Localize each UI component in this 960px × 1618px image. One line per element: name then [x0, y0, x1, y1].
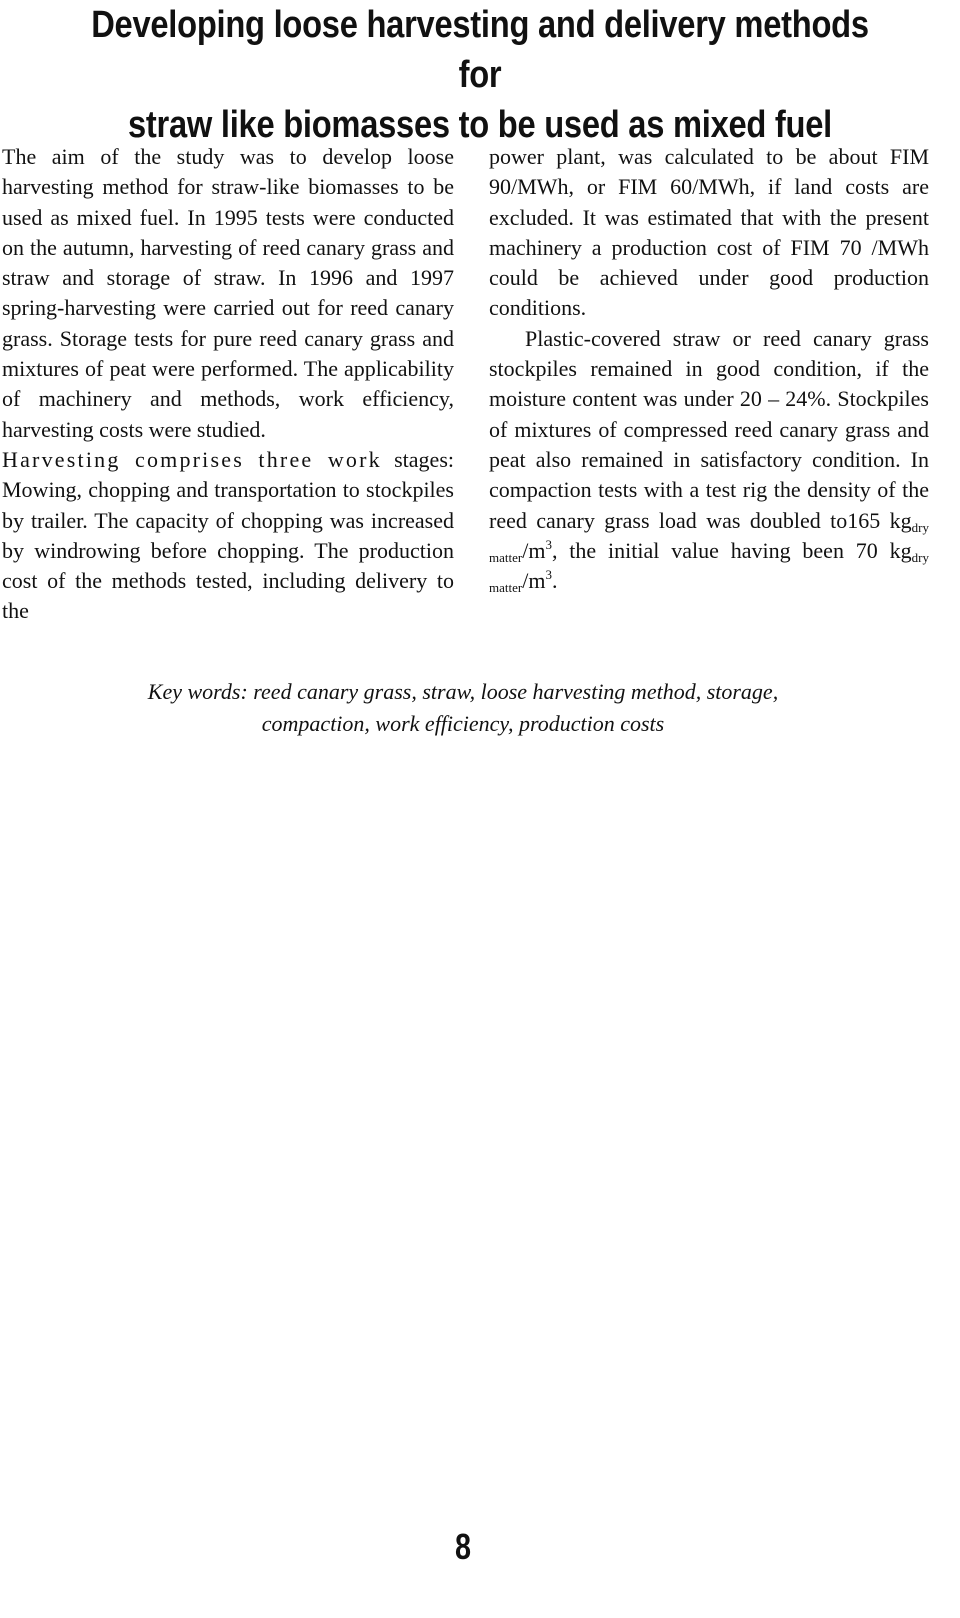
title-line-1: Developing loose harvesting and delivery methods for: [91, 4, 869, 96]
right-column: [489, 142, 929, 596]
paragraph-2-lead: Harvesting comprises three work: [2, 446, 382, 472]
paragraph-4-text-c: , the initial value having been 70 kg: [551, 537, 912, 563]
subscript-dry-matter-1: dry matter: [489, 519, 929, 565]
abstract-paragraph-4: [489, 324, 929, 597]
keywords-line-1: Key words: reed canary grass, straw, loose harvesting method, storage,: [147, 679, 779, 704]
keywords: [0, 676, 926, 740]
paragraph-4-end: .: [551, 568, 558, 594]
paragraph-4-text-a: Plastic-covered straw or reed canary grass stockpiles remained in good condition, if the moisture content was under 20 – 24%. Stockpiles of mixtures of compressed reed canary grass and peat also remained in satisfactory condition. In compaction tests with a test rig the density of the reed canary grass load was doubled to165 kg: [489, 325, 929, 533]
abstract-paragraph-3: power plant, was calculated to be about FIM 90/MWh, or FIM 60/MWh, if land costs are excluded. It was estimated that with the present machinery a production cost of FIM 70 /MWh could be achieved under good production conditions.: [489, 144, 929, 321]
abstract-paragraph-2: [2, 445, 454, 627]
unit-per-m-1: /m: [522, 537, 546, 563]
page-number: 8: [454, 1526, 472, 1567]
keywords-line-2: compaction, work efficiency, production costs: [261, 711, 665, 736]
abstract-paragraph-1: The aim of the study was to develop loose harvesting method for straw-like biomasses to be used as mixed fuel. In 1995 tests were conducted on the autumn, harvesting of reed canary grass and straw and storage of straw. In 1996 and 1997 spring-harvesting were carried out for reed canary grass. Storage tests for pure reed canary grass and mixtures of peat were performed. The applicability of machinery and methods, work efficiency, harvesting costs were studied.: [2, 144, 454, 442]
left-column: [2, 142, 454, 627]
page-title: [67, 0, 893, 150]
paragraph-2-rest: stages: Mowing, chopping and transportation to stockpiles by trailer. The capacity of chopping was increased by windrowing before chopping. The production cost of the methods tested, including delivery to the: [2, 446, 454, 624]
superscript-3-1: 3: [545, 536, 552, 552]
superscript-3-2: 3: [545, 567, 552, 583]
unit-per-m-2: /m: [522, 568, 546, 594]
subscript-dry-matter-2: dry matter: [489, 549, 929, 596]
title-line-2: straw like biomasses to be used as mixed fuel: [127, 104, 832, 146]
